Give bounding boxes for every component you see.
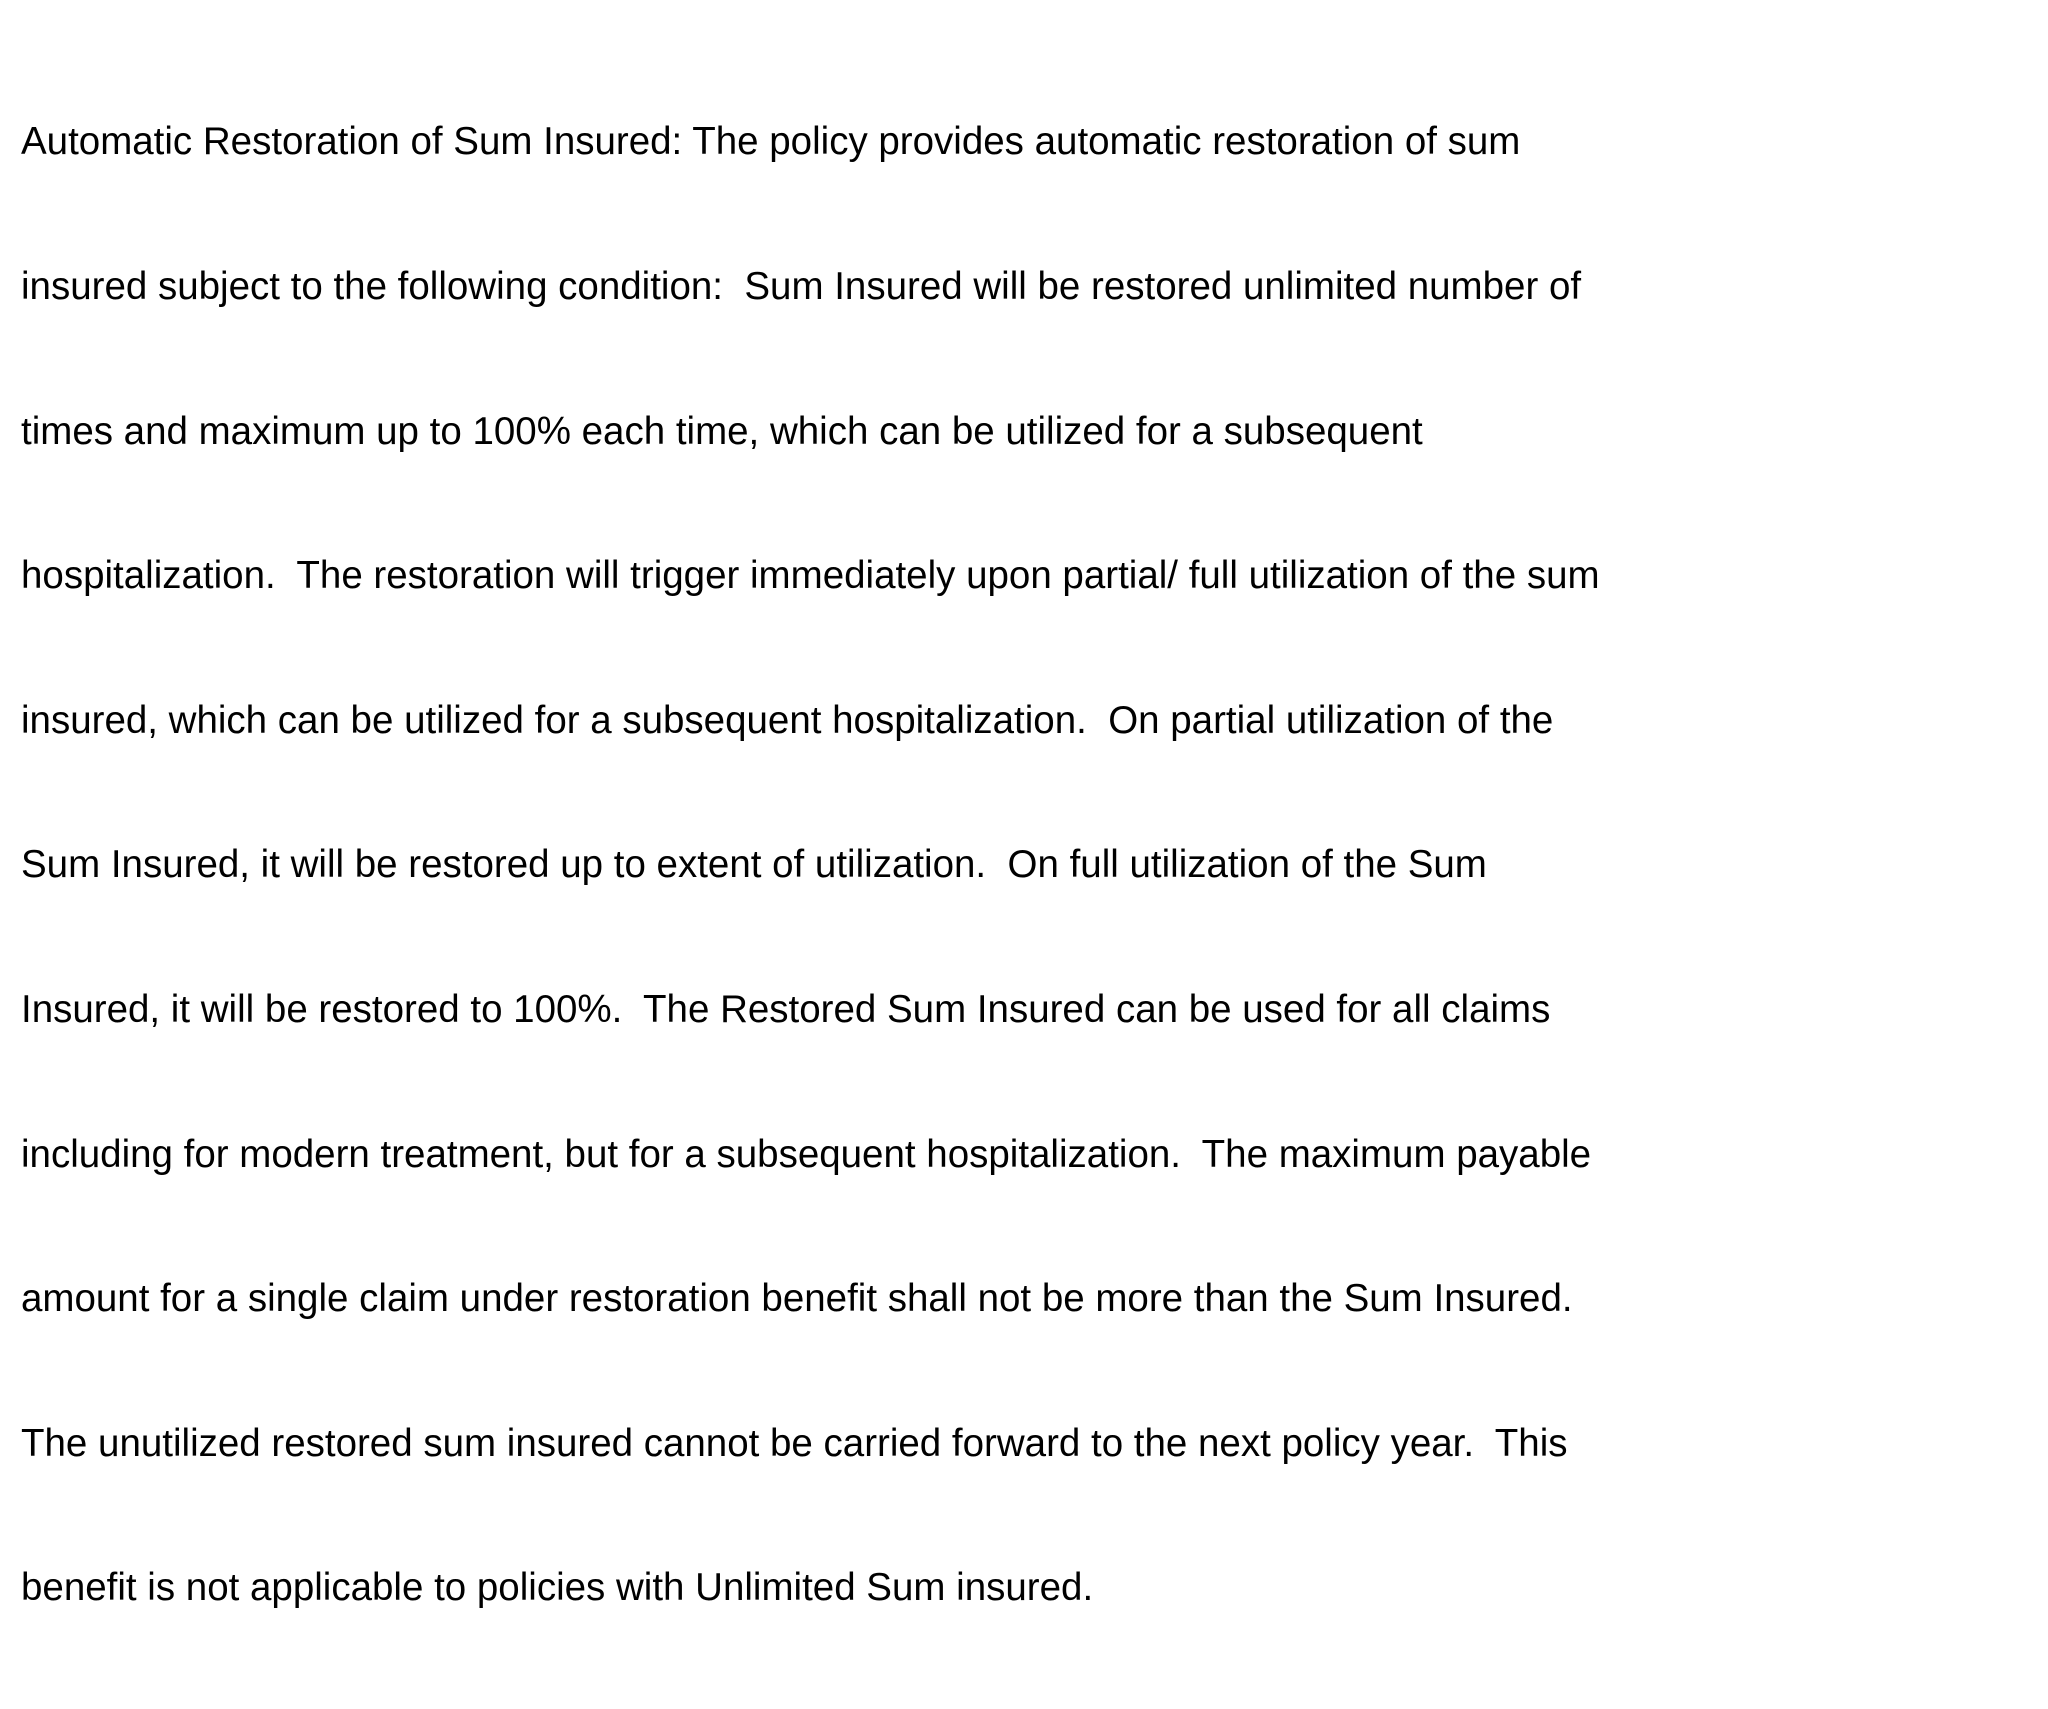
- paragraph-line-8: including for modern treatment, but for a subsequent hospitalization. The maximum payable: [21, 1132, 1592, 1176]
- restoration-paragraph: [21, 22, 1721, 1709]
- paragraph-line-2: insured subject to the following condition: Sum Insured will be restored unlimited number of: [21, 265, 1582, 308]
- paragraph-line-4: hospitalization. The restoration will trigger immediately upon partial/ full utilization of the sum: [21, 554, 1600, 598]
- paragraph-line-3: times and maximum up to 100% each time, which can be utilized for a subsequent: [21, 409, 1423, 453]
- paragraph-line-5: insured, which can be utilized for a subsequent hospitalization. On partial utilization of the: [21, 698, 1554, 742]
- paragraph-line-7: Insured, it will be restored to 100%. The Restored Sum Insured can be used for all claims: [21, 987, 1551, 1031]
- paragraph-line-11: benefit is not applicable to policies with Unlimited Sum insured.: [21, 1566, 1094, 1610]
- paragraph-line-1: Automatic Restoration of Sum Insured: The policy provides automatic restoration of sum: [21, 120, 1521, 164]
- paragraph-line-6: Sum Insured, it will be restored up to extent of utilization. On full utilization of the Sum: [21, 843, 1487, 887]
- paragraph-line-10: The unutilized restored sum insured cannot be carried forward to the next policy year. This: [21, 1421, 1568, 1465]
- paragraph-line-9: amount for a single claim under restoration benefit shall not be more than the Sum Insured.: [21, 1277, 1573, 1321]
